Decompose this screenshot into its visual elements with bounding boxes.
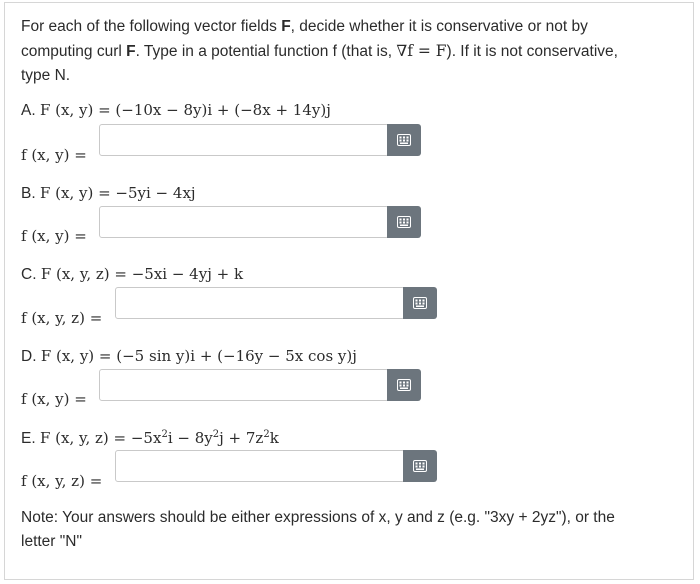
problem-d-letter: D. bbox=[21, 348, 41, 365]
problem-c-keyboard-button[interactable] bbox=[403, 287, 437, 319]
problem-e-field bbox=[21, 427, 279, 450]
problem-e-answer-group bbox=[115, 450, 437, 482]
note-line-1: Note: Your answers should be either expressions of x, y and z (e.g. "3xy + 2yz"), or the bbox=[21, 509, 615, 526]
problem-e-f-label: f (x, y, z) = bbox=[21, 472, 103, 490]
problem-d-answer-group bbox=[99, 369, 421, 401]
gradient-equation: ∇f = F bbox=[396, 42, 447, 60]
problem-e-exponent-1: 2 bbox=[161, 429, 168, 440]
problem-e-part-1: F (x, y, z) = −5x bbox=[39, 429, 162, 447]
problem-c-expression: F (x, y, z) = −5xi − 4yj + k bbox=[40, 265, 244, 283]
intro-text-1: For each of the following vector fields bbox=[21, 18, 282, 35]
problem-b-f-label: f (x, y) = bbox=[21, 227, 87, 245]
problem-d-f-label: f (x, y) = bbox=[21, 390, 87, 408]
intro-text-2a: computing curl bbox=[21, 43, 127, 60]
problem-b-answer-group bbox=[99, 206, 421, 238]
question-card bbox=[4, 2, 694, 580]
keyboard-icon bbox=[413, 297, 427, 309]
intro-F: F bbox=[281, 18, 291, 35]
intro-F-2: F bbox=[126, 43, 136, 60]
problem-c-field bbox=[21, 263, 243, 286]
problem-e-exponent-2: 2 bbox=[212, 429, 220, 440]
problem-c-letter: C. bbox=[21, 266, 41, 283]
intro-text-2c: ). If it is not conservative, bbox=[446, 43, 618, 60]
problem-e-exponent-3: 2 bbox=[263, 429, 270, 440]
keyboard-icon bbox=[397, 134, 411, 146]
problem-e-expression bbox=[40, 429, 279, 447]
question-intro bbox=[21, 15, 681, 88]
problem-e-keyboard-button[interactable] bbox=[403, 450, 437, 482]
problem-a-f-label: f (x, y) = bbox=[21, 146, 87, 164]
keyboard-icon bbox=[397, 216, 411, 228]
problem-e-letter: E. bbox=[21, 430, 40, 447]
problem-b-keyboard-button[interactable] bbox=[387, 206, 421, 238]
problem-b-answer-input[interactable] bbox=[99, 206, 389, 238]
intro-line-2 bbox=[21, 39, 681, 64]
keyboard-icon bbox=[397, 379, 411, 391]
problem-b-expression: F (x, y) = −5yi − 4xj bbox=[39, 184, 196, 202]
intro-line-3 bbox=[21, 64, 681, 88]
problem-a-answer-input[interactable] bbox=[99, 124, 389, 156]
intro-text-3: type N. bbox=[21, 67, 71, 84]
problem-c-answer-group bbox=[115, 287, 437, 319]
problem-e-answer-input[interactable] bbox=[115, 450, 405, 482]
keyboard-icon bbox=[413, 460, 427, 472]
intro-text-1b: , decide whether it is conservative or not by bbox=[290, 18, 588, 35]
problem-e-part-3: j + 7z bbox=[219, 429, 264, 447]
problem-d-field bbox=[21, 345, 357, 368]
problem-b-field bbox=[21, 182, 196, 205]
problem-a-expression: F (x, y) = (−10x − 8y)i + (−8x + 14y)j bbox=[39, 101, 331, 119]
answer-note bbox=[21, 506, 681, 554]
problem-a-field bbox=[21, 99, 331, 122]
problem-d-expression: F (x, y) = (−5 sin y)i + (−16y − 5x cos y)j bbox=[40, 347, 357, 365]
problem-e-part-2: i − 8y bbox=[167, 429, 213, 447]
note-line-2: letter "N" bbox=[21, 533, 82, 550]
problem-e-part-4: k bbox=[269, 429, 279, 447]
problem-a-answer-group bbox=[99, 124, 421, 156]
problem-c-answer-input[interactable] bbox=[115, 287, 405, 319]
problem-a-keyboard-button[interactable] bbox=[387, 124, 421, 156]
problem-c-f-label: f (x, y, z) = bbox=[21, 309, 103, 327]
intro-text-2b: . Type in a potential function f (that is, bbox=[135, 43, 397, 60]
intro-line-1 bbox=[21, 15, 681, 39]
problem-b-letter: B. bbox=[21, 185, 40, 202]
problem-d-keyboard-button[interactable] bbox=[387, 369, 421, 401]
problem-d-answer-input[interactable] bbox=[99, 369, 389, 401]
problem-a-letter: A. bbox=[21, 102, 40, 119]
